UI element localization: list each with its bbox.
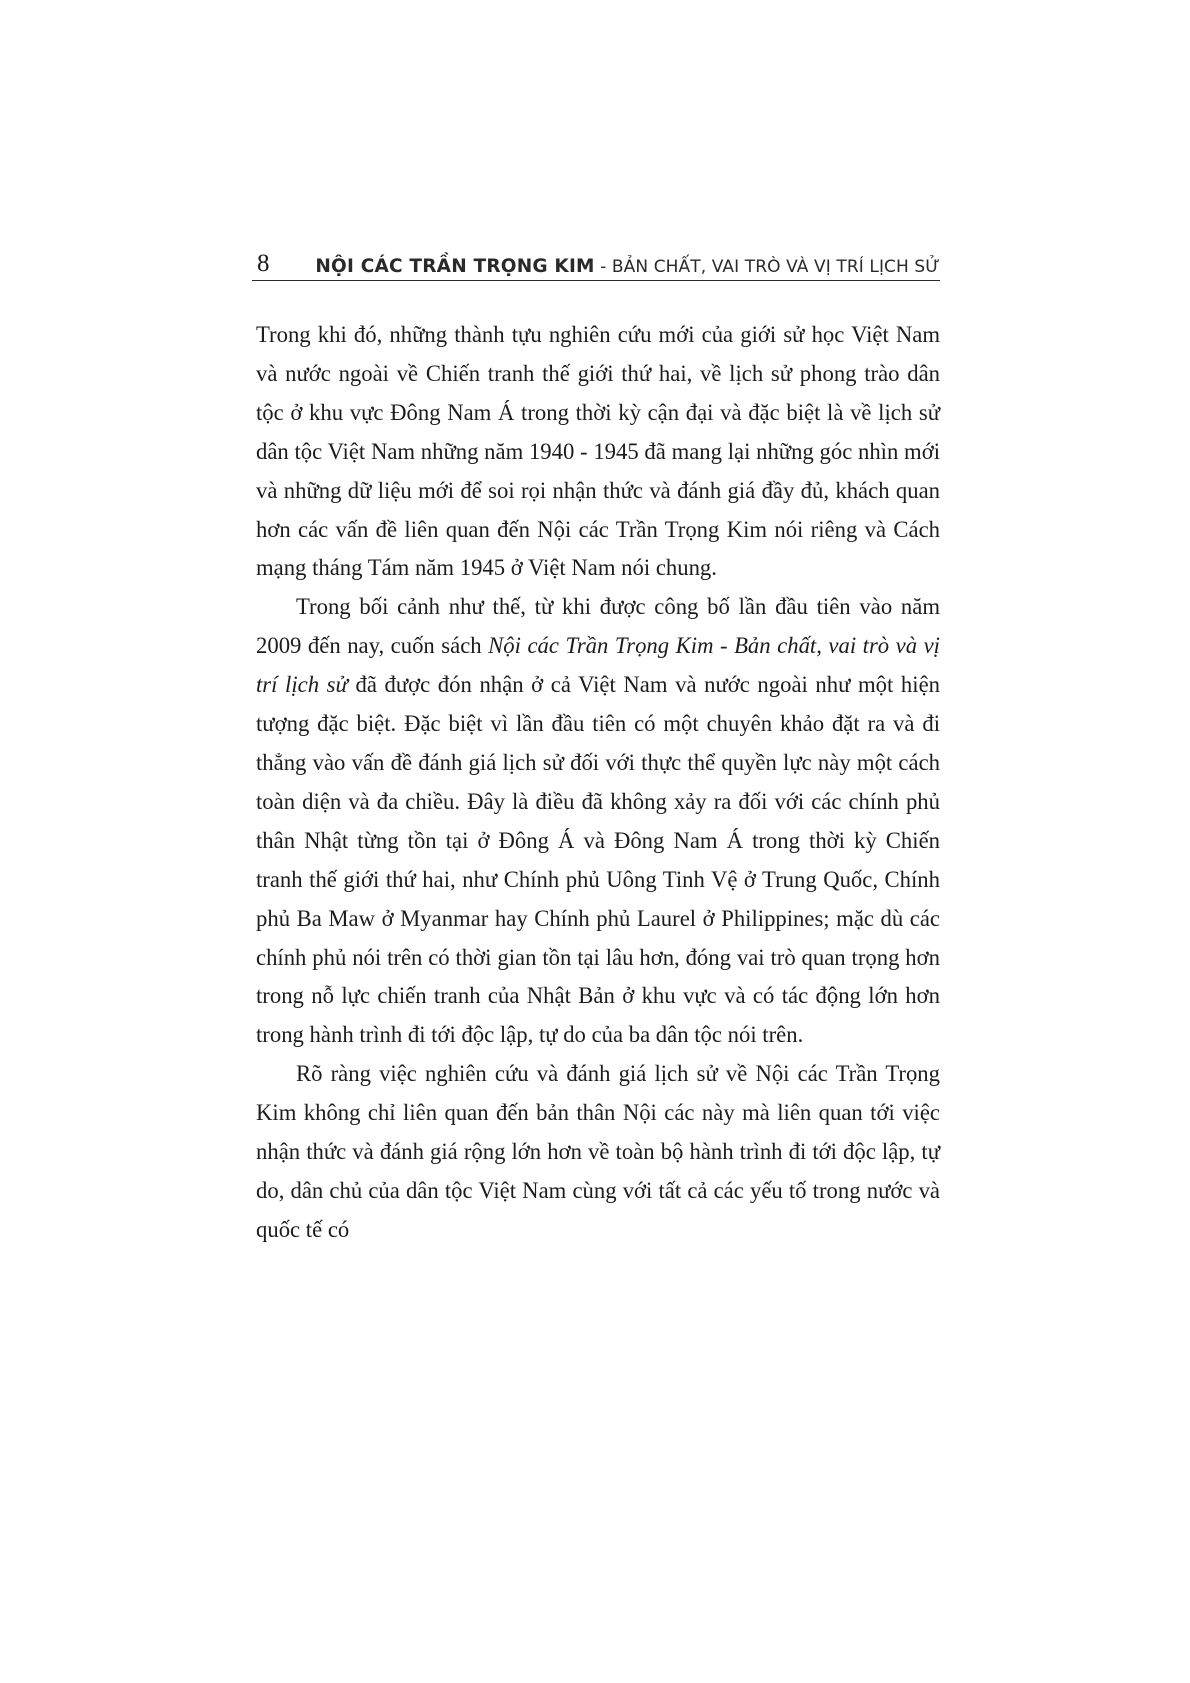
body-text	[256, 316, 940, 1250]
running-title-main: NỘI CÁC TRẦN TRỌNG KIM	[315, 255, 595, 277]
running-title-subtitle: - BẢN CHẤT, VAI TRÒ VÀ VỊ TRÍ LỊCH SỬ	[594, 256, 940, 277]
paragraph-2	[256, 588, 940, 1055]
book-title: Nội các Trần Trọng Kim - Bản chất, vai trò và vị trí lịch sử	[256, 633, 940, 698]
paragraph-2-body: đã được đón nhận ở cả Việt Nam và nước ngoài như một hiện tượng đặc biệt. Đặc biệt vì lần đầu tiên có một chuyên khảo đặt ra và đi thẳng vào vấn đề đánh giá lịch sử đối với thực thể quyền lực này một cách toàn diện và đa chiều. Đây là điều đã không xảy ra đối với các chính phủ thân Nhật từng tồn tại ở Đông Á và Đông Nam Á trong thời kỳ Chiến tranh thế giới thứ hai, như Chính phủ Uông Tinh Vệ ở Trung Quốc, Chính phủ Ba Maw ở Myanmar hay Chính phủ Laurel ở Philippines; mặc dù các chính phủ nói trên có thời gian tồn tại lâu hơn, đóng vai trò quan trọng hơn trong nỗ lực chiến tranh của Nhật Bản ở khu vực và có tác động lớn hơn trong hành trình đi tới độc lập, tự do của ba dân tộc nói trên.	[256, 672, 940, 1048]
paragraph-3: Rõ ràng việc nghiên cứu và đánh giá lịch sử về Nội các Trần Trọng Kim không chỉ liên quan đến bản thân Nội các này mà liên quan tới việc nhận thức và đánh giá rộng lớn hơn về toàn bộ hành trình đi tới độc lập, tự do, dân chủ của dân tộc Việt Nam cùng với tất cả các yếu tố trong nước và quốc tế có	[256, 1061, 940, 1242]
page-number: 8	[257, 250, 270, 277]
running-title	[315, 255, 940, 277]
running-header	[252, 244, 940, 281]
paragraph-2-intro: Trong bối cảnh như thế, từ khi được công bố lần đầu tiên vào năm 2009 đến nay, cuốn sách	[256, 594, 940, 659]
paragraph-1: Trong khi đó, những thành tựu nghiên cứu mới của giới sử học Việt Nam và nước ngoài về Chiến tranh thế giới thứ hai, về lịch sử phong trào dân tộc ở khu vực Đông Nam Á trong thời kỳ cận đại và đặc biệt là về lịch sử dân tộc Việt Nam những năm 1940 - 1945 đã mang lại những góc nhìn mới và những dữ liệu mới để soi rọi nhận thức và đánh giá đầy đủ, khách quan hơn các vấn đề liên quan đến Nội các Trần Trọng Kim nói riêng và Cách mạng tháng Tám năm 1945 ở Việt Nam nói chung.	[256, 322, 940, 581]
